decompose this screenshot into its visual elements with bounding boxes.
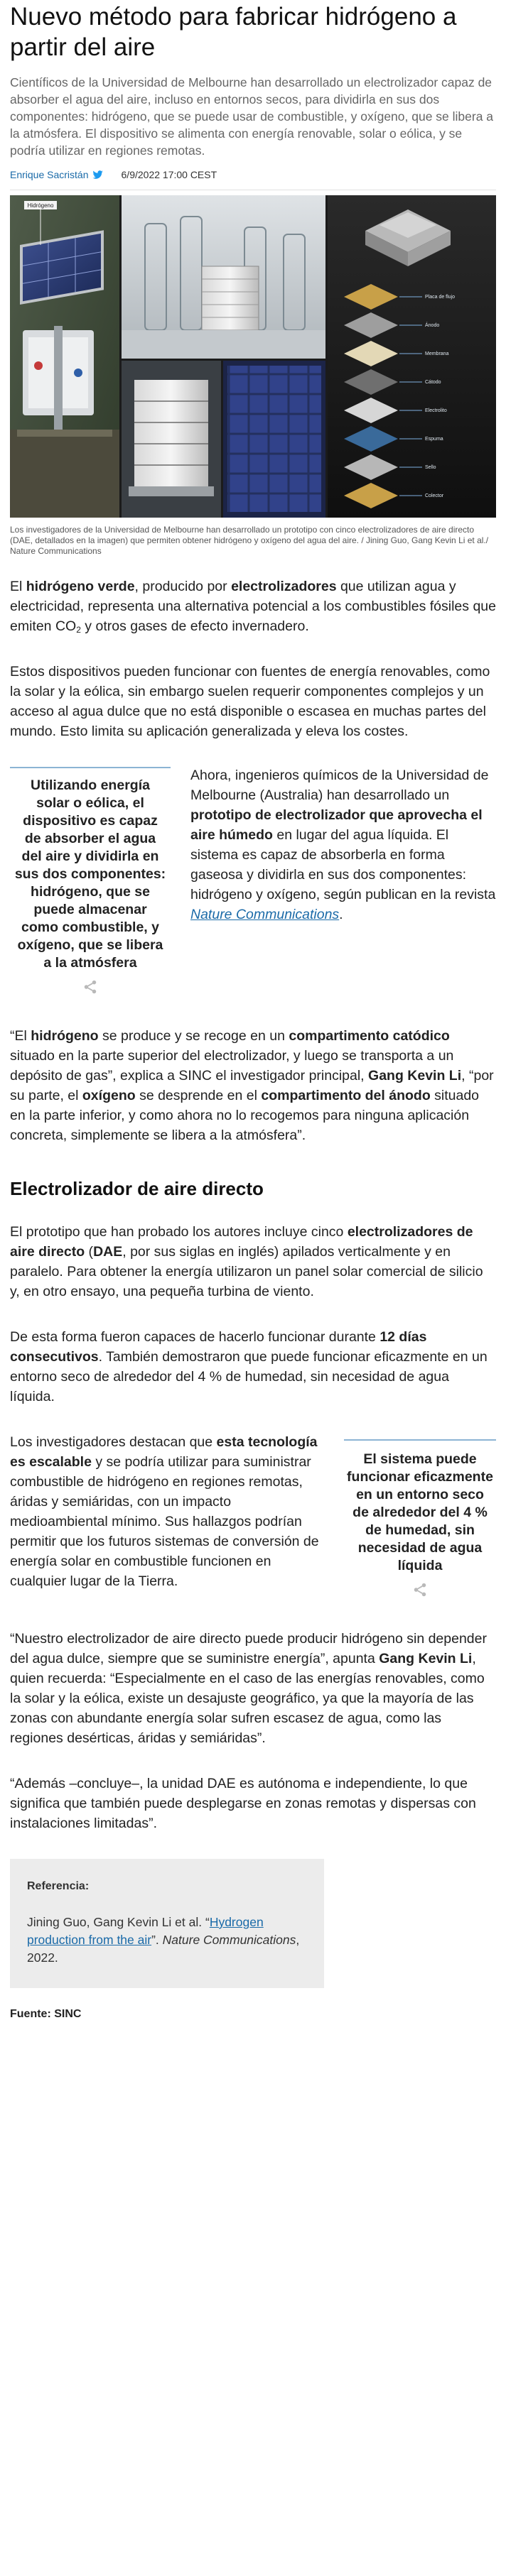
reference-text: Jining Guo, Gang Kevin Li et al. “Hydrogen production from the air”. Nature Communications, 2022. (27, 1915, 300, 1965)
paragraph: “El hidrógeno se produce y se recoge en un compartimento catódico situado en la parte superior del electrolizador, y luego se transporta a un depósito de gas”, explica a SINC el investigador principal, Gang Kevin Li, “por su parte, el oxígeno se desprende en el compartimento del ánodo situado en la parte inferior, y como ahora no lo recogemos para ninguna aplicación concreta, simplemente se libera a la atmósfera”. (10, 1028, 494, 1143)
nature-communications-link[interactable]: Nature Communications (190, 907, 340, 922)
figure-tag: Hidrógeno (27, 202, 54, 209)
paragraph: “Nuestro electrolizador de aire directo puede producir hidrógeno sin depender del agua dulce, siempre que se suministre energía”, apunta Gang Kevin Li, quien recuerda: “Especialmente en el caso de las energías renovables, como la solar y la eólica, existe un desajuste geográfico, ya que la mayoría de las zonas con abundante energía solar sufren escasez de agua, como las regiones desérticas, áridas y semiáridas”. (10, 1631, 487, 1746)
paragraph: El hidrógeno verde, producido por electrolizadores que utilizan agua y electricidad, representa una alternativa potencial a los combustibles fósiles que emiten $CO_2$ y otros gases de efecto invernadero. (10, 579, 496, 635)
diagram-label: Colector (425, 493, 444, 498)
paragraph: El prototipo que han probado los autores incluye cinco electrolizadores de aire directo (DAE, por sus siglas en inglés) apilados verticalmente y en paralelo. Para obtener la energía utilizaron un panel solar comercial de silicio y, en otro ensayo, una pequeña turbina de viento. (10, 1224, 483, 1299)
paragraph: “Además –concluye–, la unidad DAE es autónoma e independiente, lo que significa que también puede desplegarse en zonas remotas y dispersas con instalaciones limitadas”. (10, 1776, 476, 1831)
diagram-label: Electrolito (425, 408, 447, 413)
paragraph: Estos dispositivos pueden funcionar con fuentes de energía renovables, como la solar y la eólica, sin embargo suelen requerir componentes complejos y un acceso al agua dulce que no está disponible o escasea en muchas partes del mundo. Esto limita su aplicación generalizada y eleva los costes. (10, 664, 490, 739)
share-icon[interactable] (82, 979, 98, 995)
diagram-label: Cátodo (425, 380, 441, 385)
source-line: Fuente: SINC (10, 2008, 82, 2020)
diagram-label: Sello (425, 465, 436, 470)
diagram-label: Ánodo (425, 323, 440, 328)
paragraph: Los investigadores destacan que esta tecnología es escalable y se podría utilizar para suministrar combustible de hidrógeno en regiones remotas, áridas y semiáridas, con un impacto medioambiental mínimo. Sus hallazgos podrían permitir que los futuros sistemas de conversión de energía solar en combustible funcionen en cualquier lugar de la Tierra. (10, 1434, 319, 1589)
reference-link[interactable]: Hydrogen production from the air (27, 1915, 264, 1947)
paragraph: Ahora, ingenieros químicos de la Universidad de Melbourne (Australia) han desarrollado un prototipo de electrolizador que aprovecha el aire húmedo en lugar del agua líquida. El sistema es capaz de absorberla en forma gaseosa y dividirla en sus dos componentes: hidrógeno y oxígeno, según publican en la revista Nature Communications. (190, 768, 496, 922)
diagram-label: Placa de flujo (425, 295, 456, 300)
figure-caption: Los investigadores de la Universidad de Melbourne han desarrollado un prototipo con cinco electrolizadores de aire directo (DAE, detallados en la imagen) que permiten obtener hidrógeno y oxígeno del agua del aire. / Jining Guo, Gang Kevin Li et al./ Nature Communications (10, 525, 489, 556)
section-heading: Electrolizador de aire directo (10, 1178, 264, 1199)
diagram-label: Membrana (425, 351, 449, 356)
article-lead: Científicos de la Universidad de Melbourne han desarrollado un electrolizador capaz de absorber el agua del aire, incluso en entornos secos, para dividirla en sus dos componentes: hidrógeno, que se puede usar de combustible, y oxígeno, que se libera a la atmósfera. El dispositivo se alimenta con energía renovable, solar o eólica, y se podría utilizar en regiones remotas. (10, 75, 494, 158)
pull-quote: Utilizando energía solar o eólica, el dispositivo es capaz de absorber el agua del aire y dividirla en sus dos componentes: hidrógeno, que se puede almacenar como combustible, y oxígeno, que se libera a la atmósfera (10, 767, 171, 995)
article-figure[interactable] (10, 195, 496, 518)
article-body (10, 577, 496, 1833)
diagram-label: Espuma (425, 437, 443, 442)
author-link[interactable]: Enrique Sacristán (10, 169, 89, 180)
share-icon[interactable] (412, 1582, 428, 1598)
paragraph: De esta forma fueron capaces de hacerlo funcionar durante 12 días consecutivos. También demostraron que puede funcionar eficazmente en un entorno seco de alrededor del 4 % de humedad, sin necesidad de agua líquida. (10, 1329, 488, 1404)
byline (10, 169, 496, 180)
reference-box (10, 1859, 324, 1988)
pull-quote: El sistema puede funcionar eficazmente en un entorno seco de alrededor del 4 % de humedad, sin necesidad de agua líquida (344, 1439, 496, 1598)
twitter-icon[interactable] (92, 170, 103, 179)
figure-collage (10, 195, 496, 518)
reference-title: Referencia: (27, 1880, 90, 1892)
publish-date: 6/9/2022 17:00 CEST (121, 169, 217, 180)
article-title: Nuevo método para fabricar hidrógeno a partir del aire (10, 3, 457, 61)
